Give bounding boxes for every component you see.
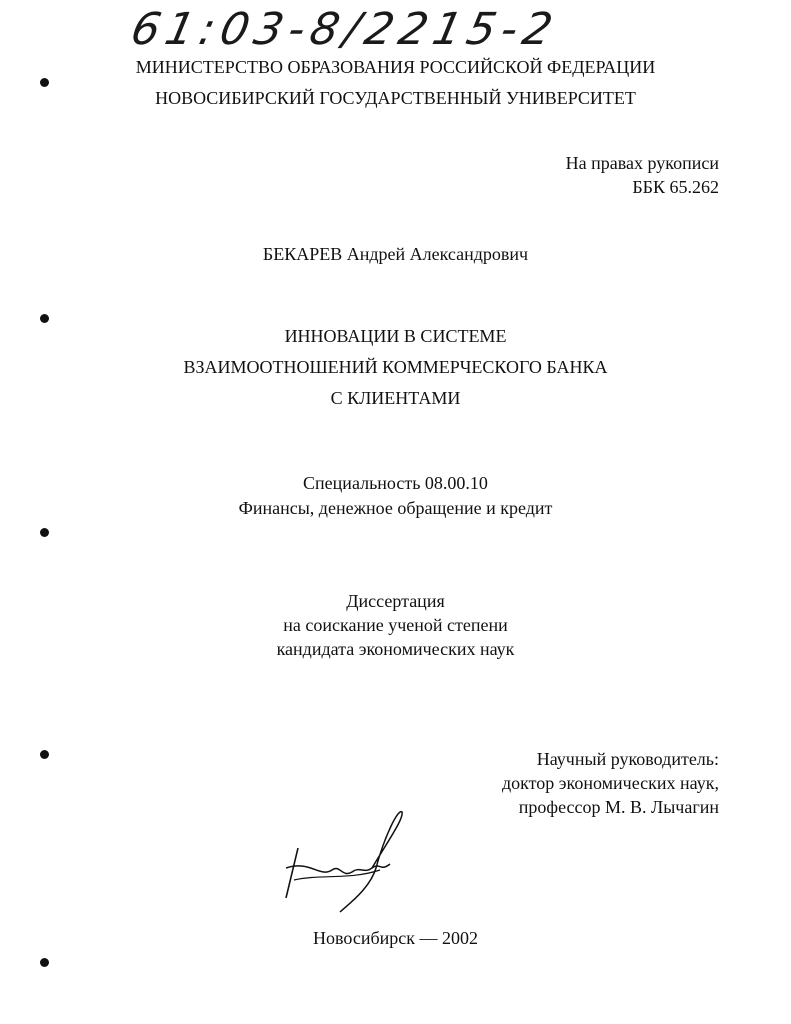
supervisor-degree: доктор экономических наук, (502, 773, 719, 793)
title-line-2: ВЗАИМООТНОШЕНИЙ КОММЕРЧЕСКОГО БАНКА (183, 357, 608, 377)
title-line-3: С КЛИЕНТАМИ (330, 388, 461, 408)
title-line-1: ИННОВАЦИИ В СИСТЕМЕ (284, 326, 507, 346)
binding-hole-dot (40, 314, 49, 323)
specialty-code: Специальность 08.00.10 (303, 473, 488, 493)
ministry-heading: МИНИСТЕРСТВО ОБРАЗОВАНИЯ РОССИЙСКОЙ ФЕДЕРАЦИИ (135, 57, 656, 77)
binding-hole-dot (40, 750, 49, 759)
degree-line-1: Диссертация (346, 591, 445, 611)
bbk-code: ББК 65.262 (632, 177, 719, 197)
university-heading: НОВОСИБИРСКИЙ ГОСУДАРСТВЕННЫЙ УНИВЕРСИТЕТ (155, 88, 636, 108)
place-year: Новосибирск — 2002 (313, 928, 478, 948)
rights-note: На правах рукописи (565, 153, 719, 173)
degree-line-2: на соискание ученой степени (283, 615, 508, 635)
specialty-name: Финансы, денежное обращение и кредит (238, 498, 553, 518)
binding-hole-dot (40, 958, 49, 967)
degree-line-3: кандидата экономических наук (276, 639, 515, 659)
supervisor-name: профессор М. В. Лычагин (518, 797, 719, 817)
author-signature (280, 808, 410, 918)
handwritten-archive-number: 61:03-8/2215-2 (126, 4, 563, 55)
binding-hole-dot (40, 78, 49, 87)
supervisor-label: Научный руководитель: (536, 749, 719, 769)
author-name: БЕКАРЕВ Андрей Александрович (262, 244, 529, 264)
binding-hole-dot (40, 528, 49, 537)
